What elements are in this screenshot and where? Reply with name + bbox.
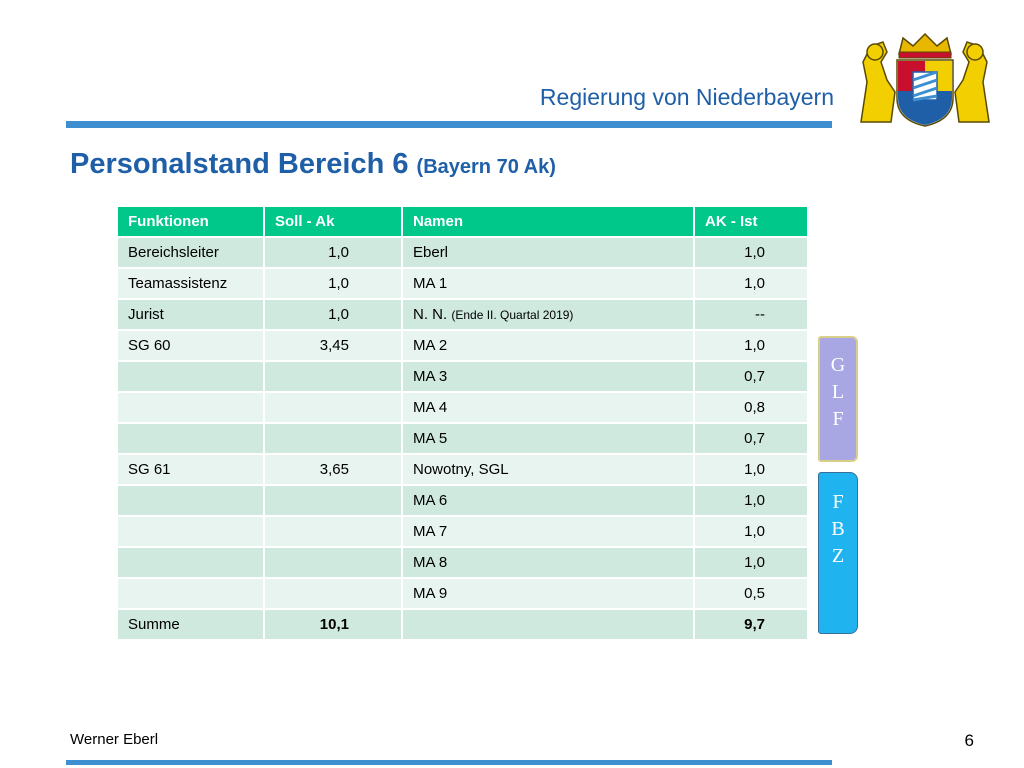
cell-soll bbox=[265, 393, 401, 422]
name-text: MA 3 bbox=[413, 368, 448, 385]
cell-funktion bbox=[118, 362, 263, 391]
cell-name bbox=[403, 424, 693, 453]
table-row bbox=[118, 517, 807, 546]
cell-ist: 1,0 bbox=[695, 548, 807, 577]
cell-funktion bbox=[118, 579, 263, 608]
header-soll-ak: Soll - Ak bbox=[265, 207, 401, 236]
cell-name bbox=[403, 238, 693, 267]
table-row bbox=[118, 455, 807, 484]
name-text: MA 7 bbox=[413, 523, 448, 540]
tab-glf-letter: G bbox=[830, 354, 846, 376]
cell-funktion bbox=[118, 517, 263, 546]
cell-soll bbox=[265, 362, 401, 391]
table-row bbox=[118, 424, 807, 453]
table-row bbox=[118, 579, 807, 608]
cell-ist: 0,8 bbox=[695, 393, 807, 422]
bavarian-coat-of-arms-icon bbox=[857, 32, 993, 128]
cell-name bbox=[403, 393, 693, 422]
cell-ist: -- bbox=[695, 300, 807, 329]
table-row bbox=[118, 393, 807, 422]
cell-ist: 0,5 bbox=[695, 579, 807, 608]
table-row bbox=[118, 300, 807, 329]
slide-title-main: Personalstand Bereich 6 bbox=[70, 148, 409, 180]
name-text: Eberl bbox=[413, 244, 449, 261]
cell-soll bbox=[265, 486, 401, 515]
name-text: MA 6 bbox=[413, 492, 448, 509]
staff-table bbox=[116, 205, 809, 641]
cell-name bbox=[403, 300, 693, 329]
cell-name bbox=[403, 579, 693, 608]
name-text: MA 2 bbox=[413, 337, 448, 354]
cell-ist: 0,7 bbox=[695, 362, 807, 391]
tab-fbz bbox=[818, 472, 858, 634]
table-row bbox=[118, 362, 807, 391]
organization-name: Regierung von Niederbayern bbox=[539, 84, 834, 110]
cell-name bbox=[403, 269, 693, 298]
name-note: (Ende II. Quartal 2019) bbox=[451, 308, 574, 322]
cell-funktion: Jurist bbox=[118, 300, 263, 329]
tab-glf bbox=[818, 336, 858, 462]
cell-funktion bbox=[118, 486, 263, 515]
cell-name bbox=[403, 486, 693, 515]
cell-soll: 1,0 bbox=[265, 269, 401, 298]
header-funktionen: Funktionen bbox=[118, 207, 263, 236]
header-ak-ist: AK - Ist bbox=[695, 207, 807, 236]
cell-soll: 1,0 bbox=[265, 238, 401, 267]
cell-funktion: Teamassistenz bbox=[118, 269, 263, 298]
name-text: MA 8 bbox=[413, 554, 448, 571]
tab-glf-letter: F bbox=[832, 408, 844, 430]
cell-ist: 1,0 bbox=[695, 238, 807, 267]
tab-fbz-letter: F bbox=[832, 491, 844, 513]
cell-name bbox=[403, 362, 693, 391]
slide-title bbox=[70, 148, 556, 181]
slide-title-sub: (Bayern 70 Ak) bbox=[416, 156, 556, 178]
header-namen: Namen bbox=[403, 207, 693, 236]
cell-ist: 1,0 bbox=[695, 517, 807, 546]
name-text: MA 1 bbox=[413, 275, 448, 292]
table-row bbox=[118, 486, 807, 515]
footer-rule bbox=[66, 760, 832, 765]
total-name bbox=[403, 610, 693, 639]
cell-soll bbox=[265, 548, 401, 577]
tab-fbz-letter: Z bbox=[831, 545, 845, 567]
cell-soll: 3,45 bbox=[265, 331, 401, 360]
table-header-row bbox=[118, 207, 807, 236]
cell-name bbox=[403, 455, 693, 484]
cell-funktion bbox=[118, 393, 263, 422]
table-total-row bbox=[118, 610, 807, 639]
name-text: Nowotny, SGL bbox=[413, 461, 509, 478]
table-row bbox=[118, 548, 807, 577]
name-text: MA 4 bbox=[413, 399, 448, 416]
total-label: Summe bbox=[118, 610, 263, 639]
cell-soll: 3,65 bbox=[265, 455, 401, 484]
cell-funktion bbox=[118, 424, 263, 453]
table-row bbox=[118, 269, 807, 298]
cell-ist: 1,0 bbox=[695, 269, 807, 298]
cell-soll bbox=[265, 517, 401, 546]
cell-name bbox=[403, 517, 693, 546]
cell-funktion bbox=[118, 548, 263, 577]
cell-ist: 0,7 bbox=[695, 424, 807, 453]
table-row bbox=[118, 331, 807, 360]
total-ist: 9,7 bbox=[695, 610, 807, 639]
cell-soll bbox=[265, 579, 401, 608]
cell-name bbox=[403, 548, 693, 577]
name-text: MA 9 bbox=[413, 585, 448, 602]
footer-author: Werner Eberl bbox=[70, 731, 159, 748]
cell-ist: 1,0 bbox=[695, 486, 807, 515]
header-rule bbox=[66, 121, 832, 128]
cell-funktion: SG 60 bbox=[118, 331, 263, 360]
table-row bbox=[118, 238, 807, 267]
cell-funktion: SG 61 bbox=[118, 455, 263, 484]
name-text: N. N. bbox=[413, 306, 448, 323]
cell-ist: 1,0 bbox=[695, 331, 807, 360]
page-number: 6 bbox=[964, 731, 974, 750]
cell-funktion: Bereichsleiter bbox=[118, 238, 263, 267]
tab-fbz-letter: B bbox=[831, 518, 845, 540]
cell-soll: 1,0 bbox=[265, 300, 401, 329]
cell-ist: 1,0 bbox=[695, 455, 807, 484]
cell-name bbox=[403, 331, 693, 360]
cell-soll bbox=[265, 424, 401, 453]
total-soll: 10,1 bbox=[265, 610, 401, 639]
name-text: MA 5 bbox=[413, 430, 448, 447]
tab-glf-letter: L bbox=[831, 381, 845, 403]
